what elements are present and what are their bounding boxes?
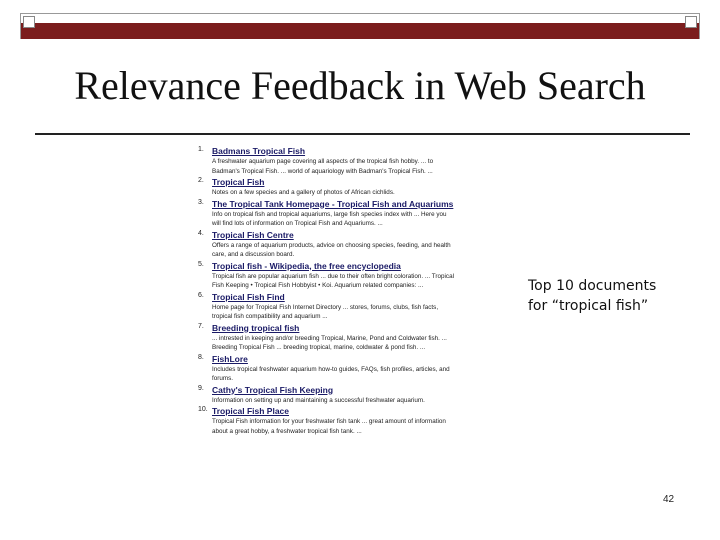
result-number: 9. (198, 384, 204, 392)
result-snippet: care, and a discussion board. (212, 251, 295, 258)
result-title-link[interactable]: FishLore (212, 353, 248, 364)
search-result (198, 176, 498, 198)
result-title-link[interactable]: Tropical Fish Find (212, 291, 285, 302)
result-number: 3. (198, 198, 204, 206)
search-result (198, 353, 498, 384)
result-title-link[interactable]: Tropical Fish Place (212, 406, 290, 416)
result-title-link[interactable]: Tropical Fish Centre (212, 229, 294, 240)
result-snippet: about a great hobby, a freshwater tropical fish tank. ... (212, 427, 362, 435)
search-result (198, 384, 498, 406)
result-title-link[interactable]: Badmans Tropical Fish (212, 146, 306, 156)
top-bar-maroon-strip (21, 23, 699, 39)
result-title-link[interactable]: Tropical Fish (212, 177, 265, 187)
callout-text (528, 276, 688, 316)
result-snippet: will find lots of information on Tropical Fish and Aquariums. ... (212, 220, 383, 227)
result-number: 8. (198, 353, 204, 361)
slide-top-bar (20, 13, 700, 39)
search-result (198, 145, 498, 176)
result-snippet: Information on setting up and maintaining a successful freshwater aquarium. (212, 396, 425, 404)
result-snippet: A freshwater aquarium page covering all aspects of the tropical fish hobby. ... to (212, 158, 434, 165)
search-result (198, 322, 498, 353)
search-result (198, 260, 498, 291)
result-snippet: Tropical Fish information for your freshwater fish tank ... great amount of information (212, 418, 446, 425)
search-results-list (198, 145, 498, 436)
result-title-link[interactable]: Breeding tropical fish (212, 322, 300, 333)
result-snippet: forums. (212, 375, 233, 382)
result-snippet: ... intrested in keeping and/or breeding Tropical, Marine, Pond and Coldwater fish. ... (212, 334, 447, 342)
search-result (198, 229, 498, 260)
result-snippet: Notes on a few species and a gallery of photos of African cichlids. (212, 189, 395, 196)
page-number: 42 (663, 494, 675, 505)
result-number: 4. (198, 229, 204, 237)
result-snippet: Includes tropical freshwater aquarium how-to guides, FAQs, fish profiles, articles, and (212, 365, 450, 373)
top-bar-band (21, 14, 699, 23)
result-snippet: Info on tropical fish and tropical aquariums, large fish species index with ... Here you (212, 210, 447, 218)
result-number: 5. (198, 260, 204, 268)
search-result (198, 198, 498, 229)
slide-title: Relevance Feedback in Web Search (74, 63, 646, 108)
corner-square-right (685, 16, 697, 28)
search-result (198, 405, 498, 436)
result-number: 7. (198, 322, 204, 330)
result-snippet: Tropical fish are popular aquarium fish ... due to their often bright coloration. ... Tropical (212, 272, 454, 280)
result-snippet: Fish Keeping • Tropical Fish Hobbyist • Koi. Aquarium related companies: ... (212, 282, 424, 289)
result-snippet: Home page for Tropical Fish Internet Directory ... stores, forums, clubs, fish facts, (212, 303, 439, 311)
result-number: 10. (198, 406, 208, 413)
corner-square-left (23, 16, 35, 28)
result-title-link[interactable]: The Tropical Tank Homepage - Tropical Fish and Aquariums (212, 198, 454, 209)
result-title-link[interactable]: Cathy's Tropical Fish Keeping (212, 384, 334, 395)
result-snippet: tropical fish compatibility and aquarium ... (212, 313, 328, 320)
result-number: 2. (198, 177, 204, 184)
result-title-link[interactable]: Tropical fish - Wikipedia, the free encyclopedia (212, 260, 401, 271)
result-snippet: Breeding Tropical Fish ... breeding tropical, marine, coldwater & pond fish. ... (212, 344, 426, 351)
result-number: 6. (198, 291, 204, 299)
result-number: 1. (198, 146, 204, 153)
callout-line: for “tropical fish” (528, 298, 649, 314)
search-result (198, 291, 498, 322)
result-snippet: Badman's Tropical Fish. ... world of aquariology with Badman's Tropical Fish. ... (212, 167, 433, 175)
result-snippet: Offers a range of aquarium products, advice on choosing species, feeding, and health (212, 241, 451, 249)
title-divider (35, 133, 690, 135)
callout-line: Top 10 documents (528, 278, 657, 294)
